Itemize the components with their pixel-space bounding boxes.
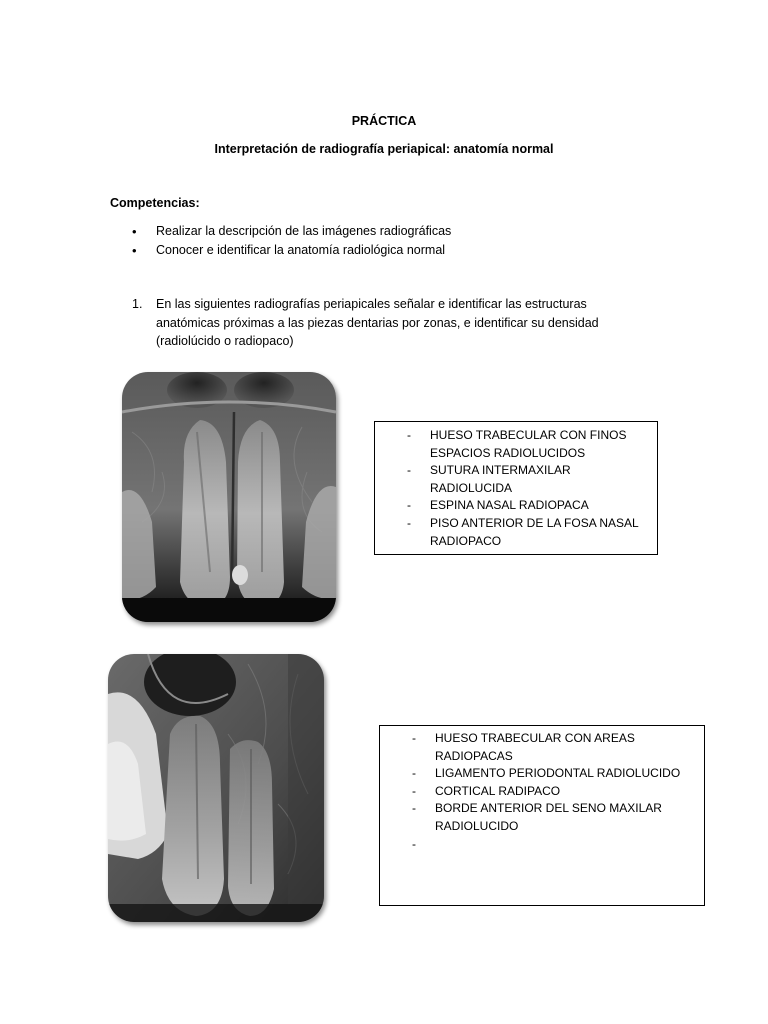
answer-text: HUESO TRABECULAR CON AREAS RADIOPACAS (435, 731, 635, 763)
dash-marker: - (412, 836, 416, 851)
bullet-icon: • (132, 243, 137, 258)
list-item (412, 765, 692, 783)
periapical-radiograph-canine-region (108, 654, 324, 922)
list-item (412, 800, 692, 835)
dash-marker: - (412, 731, 416, 745)
answer-text: PISO ANTERIOR DE LA FOSA NASAL RADIOPACO (430, 515, 639, 548)
page-title: PRÁCTICA (351, 114, 417, 128)
dash-marker: - (407, 428, 411, 442)
question-number: 1. (132, 297, 143, 311)
list-item (412, 783, 692, 801)
list-item (407, 497, 647, 515)
list-item (132, 222, 451, 241)
question-text: En las siguientes radiografías periapicales señalar e identificar las estructuras anatómicas próximas a las piezas dentarias por zonas, e identificar su densidad (radiolúcido o radiopaco) (156, 297, 599, 348)
competencias-list (132, 222, 451, 260)
answer-box-2 (379, 725, 705, 906)
page-subtitle: Interpretación de radiografía periapical: anatomía normal (214, 142, 554, 156)
list-item (132, 241, 451, 260)
list-item (407, 462, 647, 497)
dash-marker: - (412, 783, 416, 798)
question-1 (132, 295, 652, 351)
answer-box-1 (374, 421, 658, 555)
bullet-icon: • (132, 224, 137, 239)
dash-marker: - (412, 766, 416, 781)
list-item-text: Conocer e identificar la anatomía radiológica normal (156, 243, 446, 257)
answer-text: ESPINA NASAL RADIOPACA (430, 498, 589, 513)
dash-marker: - (407, 463, 411, 478)
answer-text: LIGAMENTO PERIODONTAL RADIOLUCIDO (435, 766, 681, 781)
dash-marker: - (407, 515, 411, 530)
answer-text: CORTICAL RADIPACO (435, 783, 561, 798)
dash-marker: - (412, 801, 416, 816)
answer-list-2 (412, 730, 692, 851)
list-item (407, 427, 647, 462)
competencias-heading: Competencias: (110, 196, 200, 210)
periapical-radiograph-upper-incisors (122, 372, 336, 622)
answer-list-1 (407, 427, 647, 550)
list-item (412, 730, 692, 765)
dash-marker: - (407, 498, 411, 513)
list-item-text: Realizar la descripción de las imágenes radiográficas (156, 224, 452, 238)
answer-text: BORDE ANTERIOR DEL SENO MAXILAR RADIOLUCIDO (435, 801, 662, 833)
answer-text: SUTURA INTERMAXILAR RADIOLUCIDA (430, 463, 571, 495)
answer-text: HUESO TRABECULAR CON FINOS ESPACIOS RADIOLUCIDOS (430, 428, 627, 460)
list-item (407, 515, 647, 550)
